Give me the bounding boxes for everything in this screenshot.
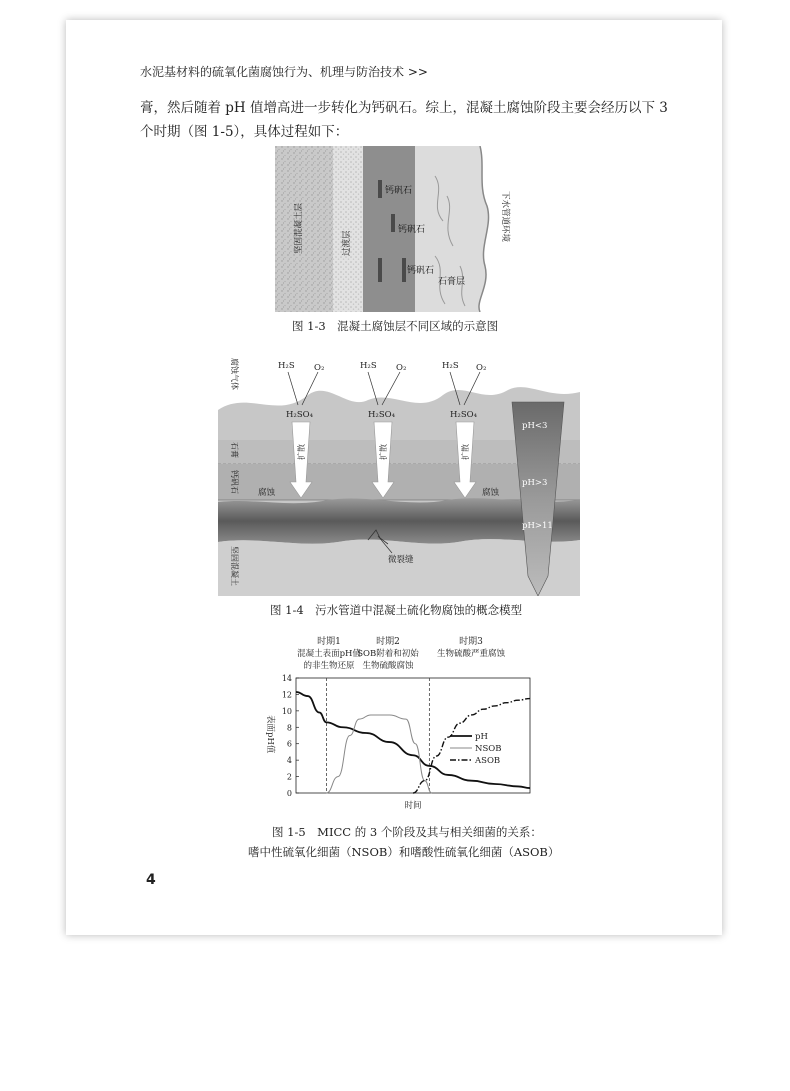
phase-boundaries — [326, 678, 429, 793]
figure-1-3 — [275, 146, 525, 312]
label-ph-gt3: pH>3 — [522, 478, 548, 488]
series-line-asob — [413, 699, 530, 793]
plot-frame — [296, 678, 530, 793]
series-group — [296, 692, 530, 793]
label-sound-concrete-layer: 坚固混凝土层 — [294, 202, 304, 254]
y-tick-label: 2 — [286, 772, 292, 782]
ettringite-crystal — [378, 180, 382, 198]
label-diffusion-3: 扩散 — [461, 444, 470, 460]
label-o2-1: O₂ — [314, 363, 325, 373]
label-ph-lt3: pH<3 — [522, 421, 548, 431]
label-h2s-1: H₂S — [278, 361, 295, 371]
label-h2so4-2: H₂SO₄ — [368, 410, 396, 420]
ettringite-crystal — [378, 258, 382, 282]
sound-concrete-layer — [275, 146, 333, 312]
legend — [450, 732, 501, 766]
y-axis-label: 表面pH值 — [265, 715, 275, 754]
figure-1-4-caption: 图 1-4 污水管道中混凝土硫化物腐蚀的概念模型 — [270, 603, 523, 617]
label-h2so4-1: H₂SO₄ — [286, 410, 314, 420]
running-header: 水泥基材料的硫氧化菌腐蚀行为、机理与防治技术 >> — [140, 65, 428, 79]
transition-layer — [333, 146, 363, 312]
label-gypsum: 石膏 — [230, 442, 239, 458]
label-corrosive-gas: 腐蚀气体 — [230, 358, 239, 390]
period-1-desc-1: 混凝土表面pH值 — [297, 649, 361, 659]
label-ph-gt11: pH>11 — [522, 521, 553, 531]
figure-1-5-caption-line-2: 嗜中性硫氧化细菌（NSOB）和嗜酸性硫氧化细菌（ASOB） — [248, 845, 560, 859]
y-tick-label: 10 — [281, 706, 292, 716]
figure-1-4 — [218, 350, 580, 596]
label-o2-2: O₂ — [396, 363, 407, 373]
y-tick-label: 0 — [286, 789, 292, 798]
label-corrosion-left: 腐蚀 — [258, 488, 276, 498]
label-h2s-2: H₂S — [360, 361, 377, 371]
legend-label-ph: pH — [475, 732, 488, 742]
ettringite-crystal — [391, 214, 395, 232]
label-corrosion-right: 腐蚀 — [482, 488, 500, 498]
label-gypsum-layer: 石膏层 — [438, 277, 466, 287]
label-sewer-environment: 下水管道环境 — [500, 191, 510, 243]
figure-1-5-chart — [260, 630, 550, 815]
label-ettringite-2: 钙矾石 — [398, 225, 426, 235]
legend-label-nsob: NSOB — [475, 744, 502, 754]
label-transition-layer: 过渡层 — [342, 230, 352, 256]
figure-1-3-caption: 图 1-3 混凝土腐蚀层不同区域的示意图 — [292, 319, 499, 333]
period-1-desc-2: 的非生物还原 — [303, 661, 355, 671]
label-sound-concrete: 坚固混凝土 — [230, 546, 239, 586]
figure-1-5-caption-line-1: 图 1-5 MICC 的 3 个阶段及其与相关细菌的关系： — [272, 825, 542, 839]
y-tick-label: 4 — [286, 756, 292, 766]
y-tick-label: 12 — [281, 690, 292, 700]
label-h2s-3: H₂S — [442, 361, 459, 371]
label-ettringite: 钙矾石 — [230, 470, 239, 494]
body-line-1: 膏，然后随着 pH 值增高进一步转化为钙矾石。综上，混凝土腐蚀阶段主要会经历以下 3 — [140, 100, 668, 116]
period-1-title: 时期1 — [317, 637, 341, 647]
legend-label-asob: ASOB — [475, 756, 501, 766]
y-tick-label: 8 — [286, 723, 292, 733]
label-ettringite-3: 钙矾石 — [407, 266, 435, 276]
label-o2-3: O₂ — [476, 363, 487, 373]
label-h2so4-3: H₂SO₄ — [450, 410, 478, 420]
ettringite-crystal — [402, 258, 406, 282]
y-tick-label: 6 — [286, 739, 292, 749]
label-ettringite-1: 钙矾石 — [385, 186, 413, 196]
body-line-2: 个时期（图 1-5），具体过程如下： — [140, 124, 349, 140]
period-2-desc-2: 生物硫酸腐蚀 — [362, 661, 414, 671]
period-2-title: 时期2 — [376, 637, 400, 647]
period-3-desc-1: 生物硫酸严重腐蚀 — [436, 649, 506, 659]
period-3-title: 时期3 — [459, 637, 483, 647]
label-diffusion-2: 扩散 — [379, 444, 388, 460]
gypsum-layer — [415, 146, 489, 312]
period-2-desc-1: SOB附着和初始 — [357, 649, 419, 659]
label-microcrack: 微裂缝 — [388, 555, 414, 565]
label-diffusion-1: 扩散 — [297, 444, 306, 460]
y-tick-label: 14 — [281, 674, 292, 683]
page-number: 4 — [146, 872, 156, 888]
x-axis-label: 时间 — [404, 801, 422, 811]
